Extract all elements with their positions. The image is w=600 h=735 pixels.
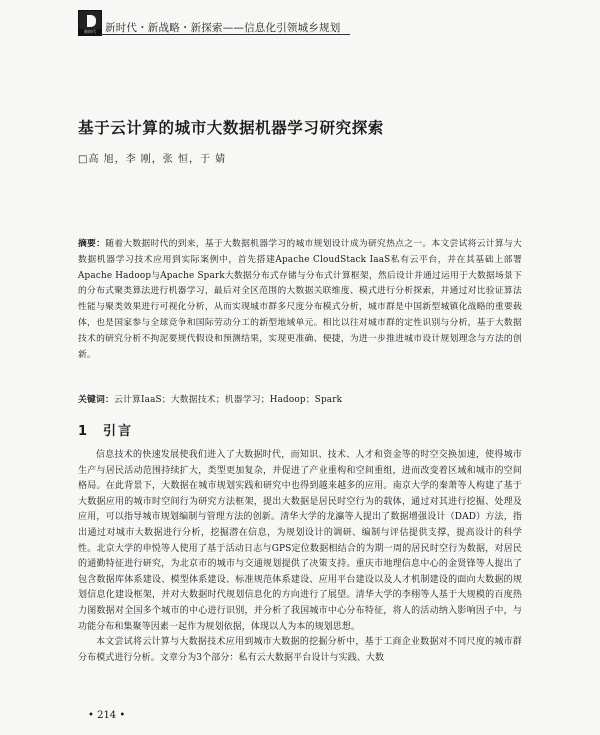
section-title: 引言 (103, 424, 134, 439)
running-header (78, 10, 378, 36)
section-heading (78, 420, 133, 439)
body-text (78, 448, 522, 666)
running-head-text: 新时代・新战略・新探索——信息化引领城乡规划 (105, 22, 341, 34)
abstract-label: 摘要： (78, 239, 106, 249)
journal-logo (78, 10, 102, 36)
abstract (78, 237, 522, 363)
keywords-label: 关键词： (78, 395, 114, 405)
section-number: 1 (78, 424, 90, 439)
authors-line: □高 旭，李 刚，张 恒，于 婧 (78, 154, 227, 165)
abstract-text: 随着大数据时代的到来，基于大数据机器学习的城市规划设计成为研究热点之一。本文尝试将云计算与大数据机器学习技术应用到实际案例中，首先搭建Apache CloudStack IaaS私有云平台，并在其基础上部署Apache Hadoop与Apache Spark大数据分布式存储与分布式计算框架，然后设计并通过运用于大数据场景下的分布式聚类算法进行机器学习，最后对全区范围的大数据关联维度、模式进行分析探索，并通过对比验证算法性能与聚类效果进行可视化分析，从而实现城市群多尺度分布模式分析，城市群是中国新型城镇化战略的重要载体，也是国家参与全球竞争和国际劳动分工的新型地域单元。相比以往对城市群的定性识别与分析，基于大数据技术的研究分析不拘泥要规代假设和预测结果，实现更准确、便捷，为进一步推进城市设计规划理念与方法的创新。 (78, 239, 522, 360)
keywords-text: 云计算IaaS；大数据技术；机器学习；Hadoop；Spark (114, 395, 343, 405)
body-paragraph-1: 信息技术的快速发展使我们进入了大数据时代，而知识、技术、人才和资金等的时空交换加速，使得城市生产与居民活动范围持续扩大，类型更加复杂，并促进了产业重构和空间重组，进而改变着区域和城市的空间格局。在此背景下，大数据在城市规划实践和研究中也得到越来越多的应用。南京大学的秦萧等人构建了基于大数据应用的城市时空间行为研究方法框架，提出大数据是居民时空行为的载体，通过对其进行挖掘、处理及应用，可以指导城市规划编制与管理方法的创新。清华大学的龙瀛等人提出了数据增强设计（DAD）方法，指出通过对城市大数据进行分析，挖掘潜在信息，为规划设计的调研、编制与评估提供支撑，提高设计的科学性。北京大学的申悦等人使用了基于活动日志与GPS定位数据相结合的为期一周的居民时空行为数据，对居民的通勤特征进行研究，为北京市的城市与交通规划提供了决策支持。重庆市地理信息中心的金贤锋等人提出了包含数据库体系建设、模型体系建设、标准规范体系建设、应用平台建设以及人才机制建设的面向大数据的规划信息化建设框架，并对大数据时代规划信息化的方向进行了展望。清华大学的李栩等人基于大规模的百度热力图数据对全国多个城市的中心进行识别，并分析了我国城市中心分布特征，将人的活动纳入影响因子中，与功能分布和集聚等因素一起作为规划依据，体现以人为本的规划思想。 (78, 450, 522, 632)
keywords (78, 392, 522, 405)
journal-logo-text: 新时代 (79, 29, 101, 35)
page-number: • 214 • (88, 710, 126, 721)
body-paragraph-2: 本文尝试将云计算与大数据技术应用到城市大数据的挖掘分析中，基于工商企业数据对不同尺度的城市群分布模式进行分析。文章分为3个部分：私有云大数据平台设计与实践、大数 (78, 637, 522, 663)
paper-title: 基于云计算的城市大数据机器学习研究探索 (78, 119, 384, 137)
header-rule (100, 34, 350, 35)
